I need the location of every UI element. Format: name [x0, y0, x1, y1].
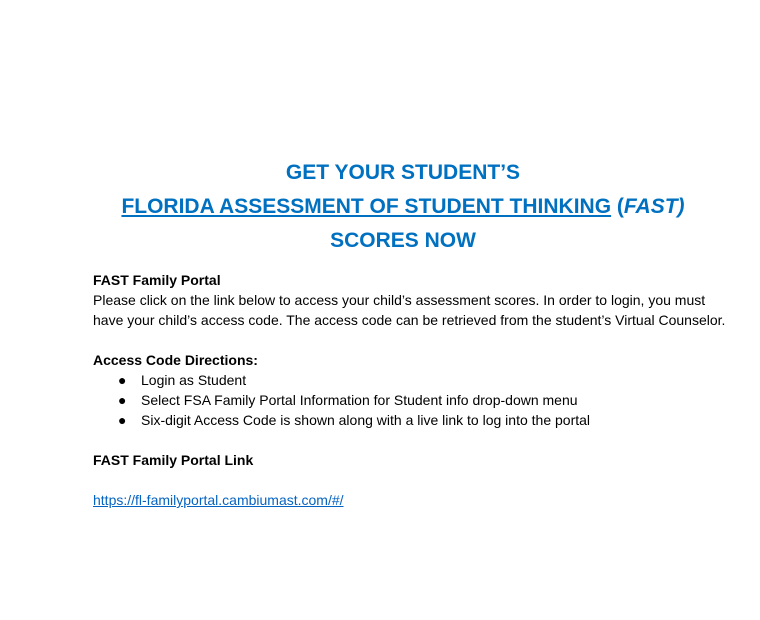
list-item-text: Six-digit Access Code is shown along with a live link to log into the portal: [141, 412, 591, 428]
list-item: [118, 410, 733, 430]
document-body: [93, 270, 733, 510]
list-item: [118, 370, 733, 390]
title-line-3: SCORES NOW: [330, 229, 476, 252]
bullet-icon: ●: [118, 412, 127, 428]
directions-list: [93, 370, 733, 430]
directions-heading: Access Code Directions:: [93, 352, 258, 368]
portal-link[interactable]: https://fl-familyportal.cambiumast.com/#/: [93, 492, 344, 508]
title-line-2: [0, 190, 760, 224]
title-line-1: GET YOUR STUDENT’S: [285, 161, 521, 184]
list-item: [118, 390, 733, 410]
list-item-text: Select FSA Family Portal Information for Student info drop-down menu: [141, 392, 578, 408]
page-title: [0, 156, 760, 258]
spacer: [93, 470, 733, 490]
spacer: [93, 330, 733, 350]
spacer: [93, 430, 733, 450]
portal-paragraph: Please click on the link below to access your child’s assessment scores. In order to login, you must have your child’s access code. The access code can be retrieved from the student’s Virtual Counselor.: [93, 292, 726, 328]
title-assessment-name: FLORIDA ASSESSMENT OF STUDENT THINKING: [121, 195, 612, 218]
bullet-icon: ●: [118, 372, 127, 388]
bullet-icon: ●: [118, 392, 127, 408]
title-fast-abbrev: FAST): [623, 195, 685, 218]
portal-heading: FAST Family Portal: [93, 272, 221, 288]
title-open-paren: (: [611, 195, 624, 218]
link-heading: FAST Family Portal Link: [93, 452, 254, 468]
list-item-text: Login as Student: [141, 372, 247, 388]
